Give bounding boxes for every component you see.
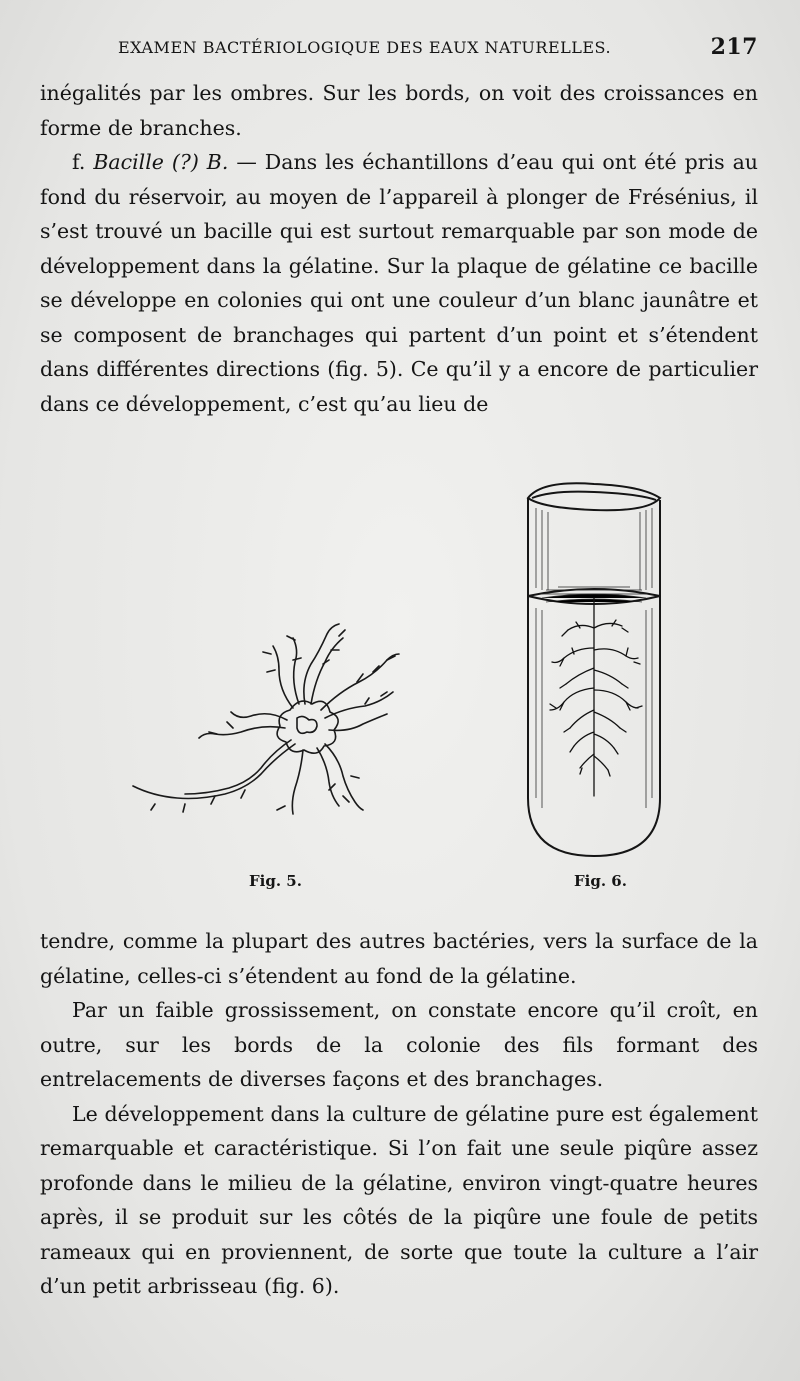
paragraph-body: — Dans les échantillons d’eau qui ont été pris au fond du réservoir, au moyen de l’appareil à plonger de Frésénius, il s’est trouvé un bacille qui est surtout remarquable par son mode de développement dans la gélatine. Sur la plaque de gélatine ce bacille se développe en colonies qui ont une couleur d’un blanc jaunâtre et se composent de branchages qui partent d’un point et s’étendent dans différentes directions (fig. 5). Ce qu’il y a encore de particulier dans ce développement, c’est qu’au lieu de [40,150,758,416]
paragraph-continuation: inégalités par les ombres. Sur les bords, on voit des croissances en forme de branches. [40,81,758,140]
section-label: f. [72,150,94,174]
species-name: Bacille (?) B. [93,150,229,174]
paragraph-bacille-b [40,145,758,421]
running-header [118,34,758,64]
paragraph-continuation-2: tendre, comme la plupart des autres bactéries, vers la surface de la gélatine, celles-ci s’étendent au fond de la gélatine. [40,929,758,988]
paragraph-culture: Le développement dans la culture de gélatine pure est également remarquable et caractéristique. Si l’on fait une seule piqûre assez profonde dans le milieu de la gélatine, environ vingt-quatre heures après, il se produit sur les côtés de la piqûre une foule de petits rameaux qui en proviennent, de sorte que toute la culture a l’air d’un petit arbrisseau (fig. 6). [40,1101,758,1298]
top-text-block [40,76,758,421]
paragraph-grossissement: Par un faible grossissement, on constate encore qu’il croît, en outre, sur les bords de la colonie des fils formant des entrelacements de diverses façons et des branchages. [40,998,758,1091]
figure-5-colony [125,600,425,840]
bottom-text-block [40,924,758,1304]
running-title: EXAMEN BACTÉRIOLOGIQUE DES EAUX NATURELLES. [118,38,612,57]
figure-5-caption: Fig. 5. [249,872,302,890]
figure-6-caption: Fig. 6. [574,872,627,890]
figure-6-test-tube [522,478,672,858]
page-number: 217 [710,34,758,60]
